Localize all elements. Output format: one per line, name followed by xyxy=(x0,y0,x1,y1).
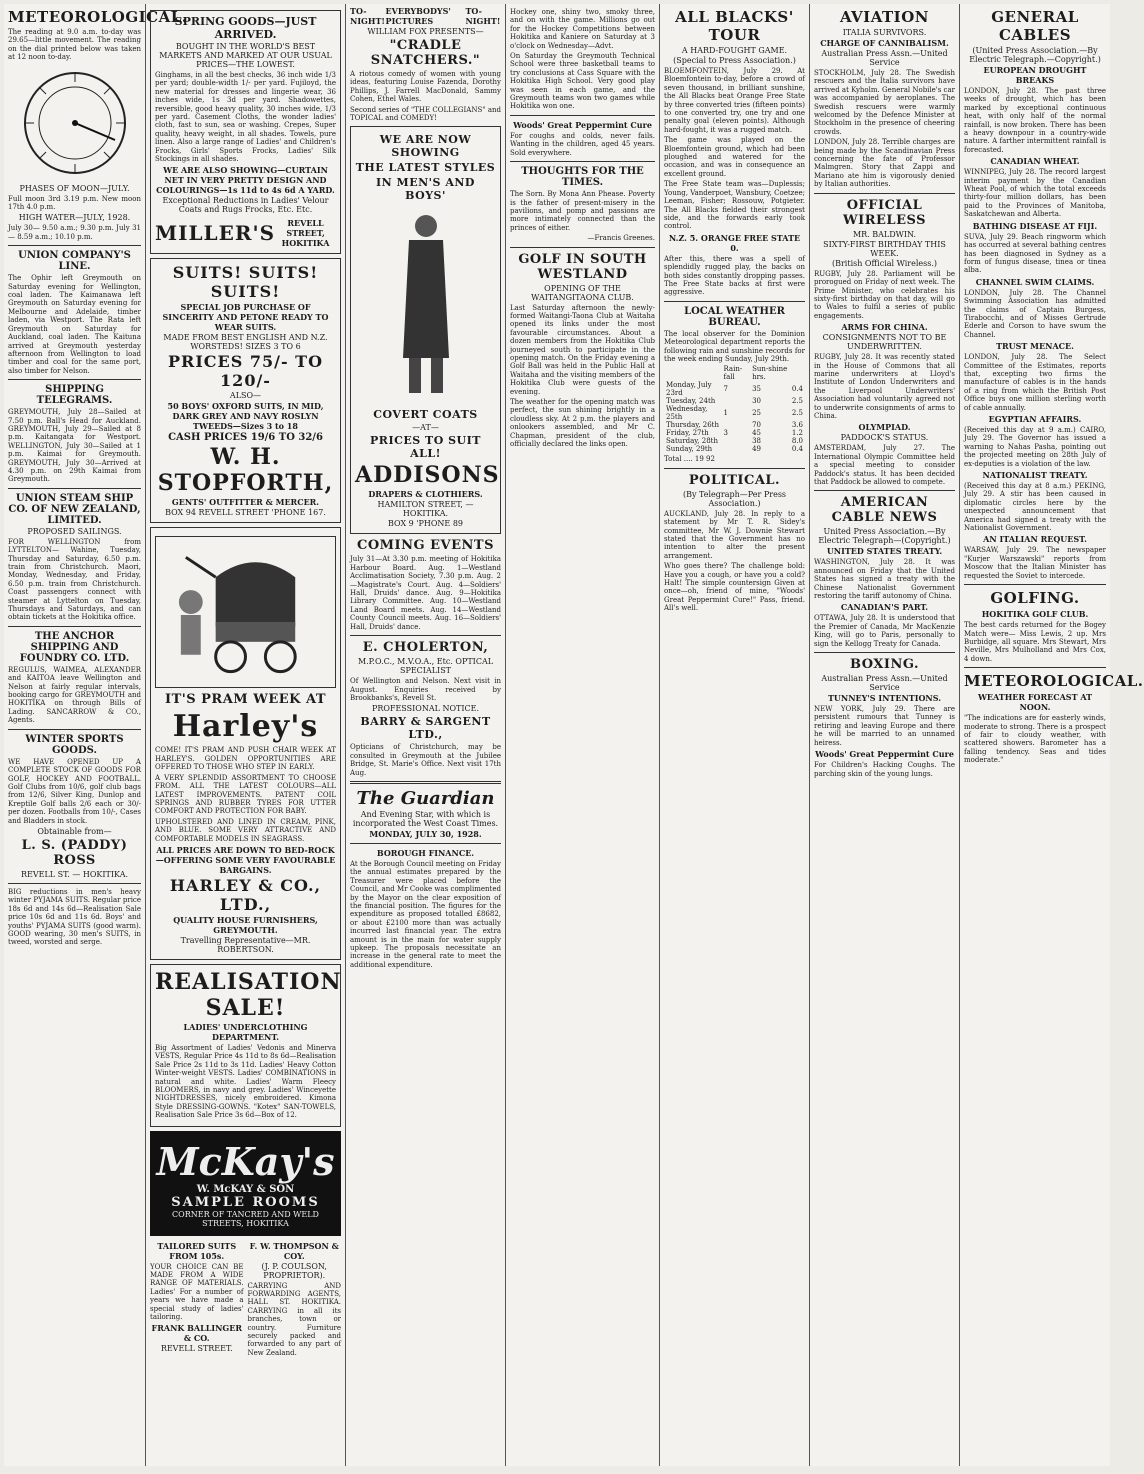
canada-heading: CANADIAN'S PART. xyxy=(840,602,929,613)
all-blacks-heading: ALL BLACKS' TOUR xyxy=(675,8,794,44)
suits-also: ALSO— xyxy=(229,391,262,401)
general-cables-source: (United Press Association.—By Electric Telegraph.—Copyright.) xyxy=(969,46,1101,64)
addisons-line-4: COVERT COATS xyxy=(373,408,478,422)
all-blacks-text: BLOEMFONTEIN, July 29. At Bloemfontein to-day, before a crowd of seven thousand, in brilliant sunshine, the All Blacks beat Orange Free State by three converted tries (fifteen points) to one converted try, one try and one penalty goal (eleven points). Although hard-fought, it was a rugged match. xyxy=(664,67,805,134)
table-row: Wednesday, 25th 1 25 2.5 xyxy=(666,405,803,422)
forecast-text: "The indications are for easterly winds, moderate to strong. There is a prospect of fair to cloudy weather, with scattered showers. Barometer has a falling tendency. Seas and tides moderate." xyxy=(964,714,1106,765)
barry-sargent-text: Opticians of Christchurch, may be consulted in Greymouth at the Jubilee Bridge, St. Marie's Office. Next visit 17th Aug. xyxy=(350,743,501,777)
meteorological-heading-2: METEOROLOGICAL. xyxy=(964,672,1144,691)
baldwin-subheading: SIXTY-FIRST BIRTHDAY THIS WEEK. xyxy=(823,239,946,258)
suits-cash-prices: CASH PRICES 19/6 TO 32/6 xyxy=(168,432,323,444)
shipping-telegrams-heading: SHIPPING TELEGRAMS. xyxy=(36,384,113,407)
peppermint-cure-heading: Woods' Great Peppermint Cure xyxy=(513,119,652,130)
table-row: Sunday, 29th 49 0.4 xyxy=(666,445,803,454)
shipping-telegrams-text: GREYMOUTH, July 28—Sailed at 7.50 p.m. Ball's Head for Auckland. GREYMOUTH, July 29—Sailed at 8 p.m. Kaitangata for Westport. WELLINGTON, July 30—Sailed at 1 p.m. Kaimai for Greymouth. GREYMOUTH, July 30—Arrived at 4.30 p.m. on 29th Kaimai from Greymouth. xyxy=(8,408,141,484)
italian-request-heading: AN ITALIAN REQUEST. xyxy=(983,534,1087,545)
bathing-disease-heading: BATHING DISEASE AT FIJI. xyxy=(972,220,1098,231)
winter-sports-text: WE HAVE OPENED UP A COMPLETE STOCK OF GOODS FOR GOLF, HOCKEY AND FOOTBALL. Golf Clubs from 10/6, golf club bags from 12/6, Silver King, Dunlop and Kreptile Golf balls 2/6 each or 30/- per dozen. Footballs from 10/-, Cases and Bladders in stock. xyxy=(8,757,141,825)
paddy-ross-address: REVELL ST. — HOKITIKA. xyxy=(20,869,129,879)
stopforth-address: BOX 94 REVELL STREET 'PHONE 167. xyxy=(165,508,326,518)
american-cable-heading: AMERICAN CABLE NEWS xyxy=(831,495,938,526)
meteorological-text: The reading at 9.0 a.m. to-day was 29.65—little movement. The reading on the dial printed below was taken at 12 noon to-day. xyxy=(8,28,141,62)
egyptian-affairs-heading: EGYPTIAN AFFAIRS. xyxy=(988,414,1082,424)
suits-subheading: SPECIAL JOB PURCHASE OF SINCERITY AND PETONE READY TO WEAR SUITS. xyxy=(162,302,329,333)
millers-name: MILLER'S xyxy=(155,221,276,246)
olympiad-text: AMSTERDAM, July 27. The International Olympic Committee held a special meeting to consider Paddock's status. It has been decided that Paddock be allowed to compete. xyxy=(814,444,955,486)
score-heading: N.Z. 5. ORANGE FREE STATE 0. xyxy=(668,232,801,253)
hokitika-golf-text: The best cards returned for the Bogey Match were— Miss Lewis, 2 up. Mrs Burbidge, all square. Mrs Stewart, Mrs Neville, Mrs Mulholland and Mrs Cox, 4 down. xyxy=(964,621,1106,663)
nationalist-treaty-text: (Received this day at 8 a.m.) PEKING, July 29. A stir has been caused in diplomatic circles here by the unexpected announcement that America had signed a treaty with the Nationalist Government. xyxy=(964,482,1106,533)
golf-south-westland-text-2: The weather for the opening match was perfect, the sun shining brightly in a cloudless sky. At 2 p.m. the players and onlookers assembled, and Mr C. Chapman, president of the club, officially declared the links open. xyxy=(510,398,655,449)
column-1 xyxy=(4,4,188,1466)
addisons-address: HAMILTON STREET, — HOKITIKA. xyxy=(377,500,474,519)
column-3 xyxy=(346,4,506,1466)
cannibalism-heading: CHARGE OF CANNIBALISM. xyxy=(820,38,949,48)
tonight-label-right: TO-NIGHT! xyxy=(465,6,501,26)
addisons-line-6: PRICES TO SUIT ALL! xyxy=(370,434,481,461)
stopforth-name: W. H. STOPFORTH, xyxy=(157,444,334,497)
table-row: Saturday, 28th 38 8.0 xyxy=(666,437,803,446)
peppermint-rhyme: Who goes there? The challenge bold: Have you a cough, or have you a cold? Halt! The simple countersign Given at once—oh, friend of mine, "Woods' Great Peppermint Cure!" Pass, friend. All's well. xyxy=(664,562,805,613)
tunney-heading: TUNNEY'S INTENTIONS. xyxy=(827,693,942,704)
everybodys-pictures-heading: EVERYBODYS' PICTURES xyxy=(385,6,451,26)
guardian-subheading: And Evening Star, with which is incorporated the West Coast Times. xyxy=(352,809,499,828)
table-row: Monday, July 23rd 7 35 0.4 xyxy=(666,381,803,398)
peppermint-cure-text-2: For Children's Hacking Coughs. The parching skin of the young lungs. xyxy=(814,761,955,778)
pram-week-text: COME! IT'S PRAM AND PUSH CHAIR WEEK AT HARLEY'S. GOLDEN OPPORTUNITIES ARE OFFERED TO THOSE WHO STEP IN EARLY. xyxy=(155,746,336,772)
drought-text: LONDON, July 28. The past three weeks of drought, which has been marked by exceptional continuous heat, with only half of the normal rainfall, is now broken. There has been a heavy downpour in a country-wide nature. A farther intermittent rainfall is forecasted. xyxy=(964,87,1106,154)
trust-menace-heading: TRUST MENACE. xyxy=(996,341,1074,352)
harleys-name: Harley's xyxy=(172,709,319,745)
baldwin-heading: MR. BALDWIN. xyxy=(852,229,917,239)
spring-goods-advert xyxy=(150,10,341,254)
newspaper-page xyxy=(4,4,1144,1466)
mckay-address: CORNER OF TANCRED AND WELD STREETS, HOKITIKA xyxy=(172,1209,319,1228)
baldwin-text: RUGBY, July 28. Parliament will be prorogued on Friday of next week. The Prime Minister, who celebrates his sixty-first birthday on that day, will go to Wales to fulfil a series of public engagements. xyxy=(814,269,955,320)
spring-goods-heading: SPRING GOODS—JUST ARRIVED. xyxy=(174,15,317,41)
suits-prices: PRICES 75/- TO 120/- xyxy=(167,352,324,391)
moon-phases-heading: PHASES OF MOON—JULY. xyxy=(19,183,130,193)
nationalist-treaty-heading: NATIONALIST TREATY. xyxy=(982,470,1088,481)
union-steam-text: FOR WELLINGTON from LYTTELTON— Wahine, Tuesday, Thursday and Saturday, 6.50 p.m. train from Christchurch. Maori, Monday, Wednesday, and Friday, 6.50 p.m. train from Christchurch. Coast passengers connect with steamer at Lyttelton on Tuesday, Thursdays and Saturdays, and can obtain tickets at the Hokitika office. xyxy=(8,537,141,622)
man-in-coat-illustration xyxy=(391,208,461,398)
aviation-source: Australian Press Assn.—United Service xyxy=(821,49,948,67)
all-blacks-text-3: The Free State team was—Duplessis; Young, Vanderpoet, Wansbury, Coetzee; Leeman, Fisher; Rossouw, Potgieter. The All Blacks fielded their strongest side, and the forwards early took control. xyxy=(664,180,805,231)
fox-presents: WILLIAM FOX PRESENTS— xyxy=(367,27,484,36)
ballinger-address: REVELL STREET. xyxy=(160,1344,233,1354)
pram-assortment-text: A VERY SPLENDID ASSORTMENT TO CHOOSE FROM. ALL THE LATEST COLOURS—ALL LATEST IMPROVEMENTS. PATENT COIL SPRINGS AND RUBBER TYRES FOR UTTER COMFORT AND PROTECTION FOR BABY. xyxy=(155,773,336,816)
coming-events-text: July 31—At 3.30 p.m. meeting of Hokitika Harbour Board. Aug. 1—Westland Acclimatisation Society, 7.30 p.m. Aug. 2—Magistrate's Court. Aug. 4—Soldiers' Hall, Druids' dance. Aug. 9—Hokitika Library Committee. Aug. 10—Westland Land Board meets. Aug. 14—Westland County Council meets. Aug. 16—Soldiers' Hall, Druids' dance. xyxy=(350,555,501,631)
hokitika-golf-heading: HOKITIKA GOLF CLUB. xyxy=(981,609,1089,620)
all-blacks-subheading: A HARD-FOUGHT GAME. xyxy=(681,46,788,55)
realisation-sale-heading: REALISATION SALE! xyxy=(155,968,342,1021)
olympiad-heading: OLYMPIAD. xyxy=(858,422,911,433)
column-4 xyxy=(506,4,660,1466)
addisons-advert xyxy=(350,126,501,534)
addisons-line-2: THE LATEST STYLES xyxy=(355,161,496,175)
arms-china-subheading: CONSIGNMENTS NOT TO BE UNDERWRITTEN. xyxy=(822,333,947,352)
boys-oxford-suits: 50 BOYS' OXFORD SUITS, IN MID, DARK GREY AND NAVY ROSLYN TWEEDS—Sizes 3 to 18 xyxy=(167,401,324,432)
political-heading: POLITICAL. xyxy=(688,472,781,488)
stopforth-subheading: GENTS' OUTFITTER & MERCER. xyxy=(171,497,320,508)
trust-menace-text: LONDON, July 28. The Select Committee of the Estimates, reports that, excepting two firms the manufacture of cables is in the hands of a ring from which the British Post Office buys one million sterling worth of cable annually. xyxy=(964,353,1106,412)
all-blacks-text-2: The game was played on the Bloemfontein ground, which had been ploughed and watered for the occasion, and was in consequence an excellent ground. xyxy=(664,136,805,178)
realisation-sale-advert xyxy=(150,964,341,1127)
union-steam-heading: UNION STEAM SHIP CO. OF NEW ZEALAND, LIMITED. xyxy=(8,492,141,526)
addisons-line-5: —AT— xyxy=(412,423,439,433)
obtainable-from: Obtainable from— xyxy=(37,826,112,836)
local-weather-text: The local observer for the Dominion Meteorological department reports the following rain and sunshine records for the week ending Sunday, July 29th. xyxy=(664,329,805,363)
thoughts-attribution: —Francis Greenes. xyxy=(587,234,655,243)
paddy-ross-name: L. S. (PADDY) ROSS xyxy=(21,837,128,868)
mckay-advert xyxy=(150,1131,341,1236)
column-7 xyxy=(960,4,1144,1466)
column-2 xyxy=(146,4,346,1466)
union-company-heading: UNION COMPANY'S LINE. xyxy=(18,250,131,273)
anchor-shipping-text: REGULUS, WAIMEA, ALEXANDER and KAITOA leave Wellington and Nelson at fairly regular intervals, booking cargo for GREYMOUTH and HOKITIKA on through Bills of Lading. SANCARROW & CO., Agents. xyxy=(8,665,141,725)
canada-text: OTTAWA, July 28. It is understood that the Premier of Canada, Mr MacKenzie King, will go to Paris, personally to sign the Kellogg Treaty for Canada. xyxy=(814,614,955,648)
pram-upholstered-text: UPHOLSTERED AND LINED IN CREAM, PINK, AND BLUE. SOME VERY ATTRACTIVE AND COMFORTABLE MODELS IN SEAGRASS. xyxy=(155,817,336,843)
ballinger-text: YOUR CHOICE CAN BE MADE FROM A WIDE RANGE OF MATERIALS. Ladies' For a number of years we have made a special study of ladies' tailoring. xyxy=(150,1262,244,1322)
addisons-subheading: DRAPERS & CLOTHIERS. xyxy=(368,489,483,500)
golfing-heading: GOLFING. xyxy=(990,589,1080,608)
thoughts-heading: THOUGHTS FOR THE TIMES. xyxy=(521,166,644,189)
pyjama-reductions-text: BIG reductions in men's heavy winter PYJAMA SUITS. Regular price 18s 6d and 14s 6d—Realisation Sale price 10s 6d and 11s 6d. Boys' and youths' PYJAMA SUITS (good warm). GOOD wearing, 30 men's SUITS, in tweed, worsted and serge. xyxy=(8,887,141,947)
golf-south-westland-subheading: OPENING OF THE WAITANGITAONA CLUB. xyxy=(531,283,634,302)
addisons-name: ADDISONS xyxy=(355,462,500,489)
addisons-phone: BOX 9 'PHONE 89 xyxy=(388,519,463,529)
us-treaty-text: WASHINGTON, July 28. It was announced on Friday that the United States has signed a treaty with the Chinese Nationalist Government restoring the tariff autonomy of China. xyxy=(814,558,955,601)
meteorological-heading: METEOROLOGICAL. xyxy=(8,8,188,26)
mckay-subheading: W. McKAY & SON xyxy=(196,1183,295,1195)
ballinger-name: FRANK BALLINGER & CO. xyxy=(151,1323,242,1344)
table-row: Tuesday, 24th 30 2.5 xyxy=(666,397,803,406)
harley-subheading: QUALITY HOUSE FURNISHERS, GREYMOUTH. xyxy=(173,914,318,935)
aviation-text: STOCKHOLM, July 28. The Swedish rescuers and the Italia survivors have arrived at Kyholm. General Nobile's car was accompanied by aeroplanes. The Swedish rescuers were warmly welcomed by the Defence Minister at Stockholm in the presence of cheering crowds. xyxy=(814,69,955,136)
anchor-shipping-heading: THE ANCHOR SHIPPING AND FOUNDRY CO. LTD. xyxy=(19,630,130,664)
weather-total: Total .... 19 92 xyxy=(664,455,715,464)
coming-events-heading: COMING EVENTS xyxy=(356,538,494,554)
mckay-name: McKay's xyxy=(156,1138,335,1184)
local-weather-heading: LOCAL WEATHER BUREAU. xyxy=(684,305,785,328)
canadian-wheat-text: WINNIPEG, July 28. The record largest interim payment by the Canadian Wheat Pool, of which the total exceeds thirty-four million dollars, has been paid to the Provinces of Manitoba, Saskatchewan and Alberta. xyxy=(964,168,1106,219)
drought-heading: EUROPEAN DROUGHT BREAKS xyxy=(983,65,1087,85)
boxing-heading: BOXING. xyxy=(849,657,920,673)
golf-south-westland-text: Last Saturday afternoon the newly-formed Waitangi-Taona Club at Waitaha opened its links under the most favourable circumstances. About a dozen members from the Hokitika Club journeyed south to participate in the opening match. On the Friday evening a Golf Ball was held in the Public Hall at Waitaha and the visiting members of the Hokitika Club were guests of the evening. xyxy=(510,303,655,396)
american-cable-subheading: United Press Association.—By Electric Telegraph—(Copyright.) xyxy=(818,527,951,546)
forecast-heading: WEATHER FORECAST AT NOON. xyxy=(977,692,1093,713)
thompson-text: CARRYING AND FORWARDING AGENTS, HALL ST. HOKITIKA. CARRYING in all its branches, town or country. Furniture securely packed and forwarded to any part of New Zealand. xyxy=(247,1281,341,1357)
score-text: After this, there was a spell of splendidly rugged play, the backs on both sides constantly dropping passes. The Free State backs at first were aggressive. xyxy=(664,254,805,297)
thoughts-text: The Sorn. By Mona Ann Phease. Poverty is the father of present-misery in the pavilions, and pomp and passions are more intimately connected than the princes of either. xyxy=(510,190,655,232)
column-6 xyxy=(810,4,960,1466)
hockey-text: Hockey one, shiny two, smoky three, and on with the game. Millions go out for the Hockey Competitions between Hokitika and Kaniere on Saturday at 3 o'clock on Wednesday—Advt. xyxy=(510,8,655,50)
basketball-text: On Saturday the Greymouth Technical School were three basketball teams to try conclusions at Cass Square with the Hokitika High School. Very good play was seen in each game, and the Greymouth teams won two games while Hokitika won one. xyxy=(510,52,655,111)
italian-request-text: WARSAW, July 29. The newspaper "Kurjer Warszawski" reports from Moscow that the Italian Minister has requested the Soviet to intercede. xyxy=(964,546,1106,580)
cholerton-subheading: M.P.O.C., M.V.O.A., Etc. OPTICAL SPECIALIST xyxy=(357,657,494,676)
guardian-date: MONDAY, JULY 30, 1928. xyxy=(369,828,482,839)
arms-china-heading: ARMS FOR CHINA. xyxy=(841,322,928,333)
thompson-subheading: (J. P. COULSON, PROPRIETOR). xyxy=(261,1261,327,1280)
cradle-snatchers-title: "CRADLE SNATCHERS." xyxy=(370,38,481,68)
peppermint-cure-text: For coughs and colds, never fails. Wanting in the children, aged 45 years. Sold everywhere. xyxy=(510,131,655,157)
cholerton-text: Of Wellington and Nelson. Next visit in August. Enquiries received by Brookbanks's, Revell St. xyxy=(350,677,501,702)
pram-icon xyxy=(156,537,335,687)
moon-phases-text: Full moon 3rd 3.19 p.m. New moon 17th 4.0 p.m. xyxy=(8,194,141,212)
weather-table xyxy=(664,365,805,453)
spring-goods-extra: Exceptional Reductions in Ladies' Velour Coats and Rugs Frocks, Etc. Etc. xyxy=(162,196,329,215)
channel-swim-heading: CHANNEL SWIM CLAIMS. xyxy=(975,276,1095,287)
harleys-pram-advert xyxy=(150,527,341,959)
baldwin-source: (British Official Wireless.) xyxy=(831,258,938,268)
arms-china-text: RUGBY, July 28. It was recently stated in the House of Commons that all marine underwriters at Lloyd's Institute of London Underwriters and the Liverpool Underwriters' Association had voluntarily agreed not to underwrite consignments of arms to China. xyxy=(814,353,955,420)
professional-notice-heading: PROFESSIONAL NOTICE. xyxy=(371,704,480,714)
cholerton-name: E. CHOLERTON, xyxy=(362,640,489,656)
addisons-line-3: IN MEN'S AND BOYS' xyxy=(376,176,475,203)
realisation-sale-text: Big Assortment of Ladies' Vedonis and Minerva VESTS, Regular Price 4s 11d to 8s 6d—Realisation Sale Price 2s 11d to 3s 11d. Ladies' Heavy Cotton Winter-weight VESTS. Ladies' COMBINATIONS in natural and white. Ladies' Warm Fleecy BLOOMERS, in navy and grey. Ladies' Winceyette NIGHTDRESSES, nicely embroidered. Kimona Style DRESSING-GOWNS. "Kotex" SAN-TOWELS, Realisation Sale Price 3s 6d—Box of 12. xyxy=(155,1043,336,1120)
thompson-advert xyxy=(248,1240,342,1360)
channel-swim-text: LONDON, July 28. The Channel Swimming Association has admitted the claims of Captain Burgess, Tirabocchi, and of Misses Gertrude Ederle and Corson to have swum the Channel. xyxy=(964,288,1106,339)
borough-finance-heading: BOROUGH FINANCE. xyxy=(376,847,475,858)
us-treaty-heading: UNITED STATES TREATY. xyxy=(826,546,943,557)
harley-representative: Travelling Representative—MR. ROBERTSON. xyxy=(180,935,311,954)
high-water-heading: HIGH WATER—JULY, 1928. xyxy=(18,213,131,223)
boxing-source: Australian Press Assn.—United Service xyxy=(821,674,948,693)
winter-sports-heading: WINTER SPORTS GOODS. xyxy=(25,733,124,756)
pram-illustration xyxy=(155,536,336,688)
suits-advert xyxy=(150,258,341,523)
aviation-text-2: LONDON, July 28. Terrible charges are being made by the Scandinavian Press concerning the fate of Professor Malmgren. Story that Zappi and Mariano ate him is vigorously denied by Italian authorities. xyxy=(814,138,955,189)
guardian-masthead: The Guardian xyxy=(356,787,495,809)
all-blacks-source: (Special to Press Association.) xyxy=(673,56,796,65)
suits-heading: SUITS! SUITS! SUITS! xyxy=(172,263,319,302)
suits-made-from: MADE FROM BEST ENGLISH AND N.Z. WORSTEDS! SIZES 3 TO 6 xyxy=(163,333,328,352)
spring-goods-text: Ginghams, in all the best checks, 36 inch wide 1/3 per yard; double-width 1/- per yard. Fujiloyd, the new material for dresses and lingerie wear, 36 inches wide, 1s 3d per yard. Shadowettes, reversible, good heavy quality, 30 inches wide, 1/3 per yard. Casement Cloths, the wonder ladies' cloth, fast to sun, sea or washing. Crepes, Super quality, heavy weight, in all shades. Towels, pure linen. Also a large range of Ladies' and Children's Frocks, Girls' Sports Frocks, Ladies' Silk Stockings in all shades. xyxy=(155,71,336,164)
canadian-wheat-heading: CANADIAN WHEAT. xyxy=(990,156,1080,167)
millers-address: REVELL STREET, HOKITIKA xyxy=(281,218,330,249)
spring-goods-subheading: BOUGHT IN THE WORLD'S BEST MARKETS AND MARKED AT OUR USUAL PRICES—THE LOWEST. xyxy=(159,42,332,69)
general-cables-heading: GENERAL CABLES xyxy=(991,8,1079,44)
barometer-dial-icon xyxy=(20,68,130,178)
cradle-snatchers-text: A riotous comedy of women with young ideas, featuring Louise Fazenda, Dorothy Phillips, J. Farrell MacDonald, Sammy Cohen, Ethel Wales. xyxy=(350,70,501,104)
high-water-text: July 30— 9.50 a.m.; 9.30 p.m. July 31— 8.59 a.m.; 10.10 p.m. xyxy=(8,224,141,241)
borough-finance-text: At the Borough Council meeting on Friday the annual estimates prepared by the Treasurer were placed before the Council, and Mr Cooke was complimented by the Mayor on the clear exposition of the financial position. The figures for the expenditure as proposed totalled £8682, or about £2100 more than was actually incurred last financial year. The extra amount is in the main for water supply upkeep. The proposals necessitate an increase in the general rate to meet the additional expenditure. xyxy=(350,859,501,969)
pram-prices-note: ALL PRICES ARE DOWN TO BED-ROCK—OFFERING SOME VERY FAVOURABLE BARGAINS. xyxy=(155,844,336,875)
aviation-subheading: ITALIA SURVIVORS. xyxy=(842,28,927,37)
realisation-sale-subheading: LADIES' UNDERCLOTHING DEPARTMENT. xyxy=(183,1021,308,1042)
ballinger-advert xyxy=(150,1240,244,1360)
peppermint-cure-heading-2: Woods' Great Peppermint Cure xyxy=(815,749,954,760)
thompson-name: F. W. THOMPSON & COY. xyxy=(249,1240,339,1261)
official-wireless-heading: OFFICIAL WIRELESS xyxy=(843,197,926,228)
political-subheading: (By Telegraph—Per Press Association.) xyxy=(682,489,787,508)
tonight-label-left: TO-NIGHT! xyxy=(350,6,385,26)
addisons-line-1: WE ARE NOW SHOWING xyxy=(379,133,472,160)
spring-goods-note: WE ARE ALSO SHOWING—CURTAIN NET IN VERY PRETTY DESIGN AND COLOURINGS—1s 11d to 4s 6d A YARD. xyxy=(156,165,335,196)
barry-sargent-name: BARRY & SARGENT LTD., xyxy=(360,715,491,742)
table-row: Friday, 27th 3 45 1.2 xyxy=(666,429,803,438)
table-row: Thursday, 26th 70 3.6 xyxy=(666,421,803,430)
harley-company-name: HARLEY & CO., LTD., xyxy=(169,875,322,914)
olympiad-subheading: PADDOCK'S STATUS. xyxy=(840,433,929,443)
aviation-heading: AVIATION xyxy=(840,8,929,26)
pram-week-heading: IT'S PRAM WEEK AT xyxy=(164,692,327,708)
weather-table-header: Rain-fall Sun-shine hrs. xyxy=(723,365,788,382)
political-text: AUCKLAND, July 28. In reply to a statement by Mr T. R. Sidey's committee, Mr W. J. Downie Stewart stated that the Government has no intention to alter the present arrangement. xyxy=(664,509,805,560)
mckay-rooms: SAMPLE ROOMS xyxy=(171,1194,320,1210)
egyptian-affairs-text: (Received this day at 9 a.m.) CAIRO, July 29. The Governor has issued a warning to Nahas Pasha, pointing out the projected meeting on 28th July of ex-deputies is a violation of the law. xyxy=(964,426,1106,468)
tailored-suits-heading: TAILORED SUITS FROM 105s. xyxy=(157,1240,237,1261)
bathing-disease-text: SUVA, July 29. Beach ringworm which has occurred at several bathing centres has been diagnosed in Sydney as a form of fungus disease, tinea or tinea alba. xyxy=(964,232,1106,275)
proposed-sailings-heading: PROPOSED SAILINGS. xyxy=(27,526,122,536)
collegians-text: Second series of "THE COLLEGIANS" and TOPICAL and COMEDY! xyxy=(350,105,501,123)
tunney-text: NEW YORK, July 29. There are persistent rumours that Tunney is retiring and leaving Europe and there he will be married to an unnamed heiress. xyxy=(814,705,955,747)
column-5 xyxy=(660,4,810,1466)
union-company-text: The Ophir left Greymouth on Saturday evening for Wellington, coal laden. The Kaimanawa left Greymouth on Saturday evening for Melbourne and Adelaide, timber laden, via Westport. The Rata left Greymouth on Saturday for Auckland, coal laden. The Kaituna arrived at Greymouth yesterday afternoon from Wellington to load timber and coal for the same port, also timber for Nelson. xyxy=(8,274,141,375)
golf-south-westland-heading: GOLF IN SOUTH WESTLAND xyxy=(518,251,647,282)
